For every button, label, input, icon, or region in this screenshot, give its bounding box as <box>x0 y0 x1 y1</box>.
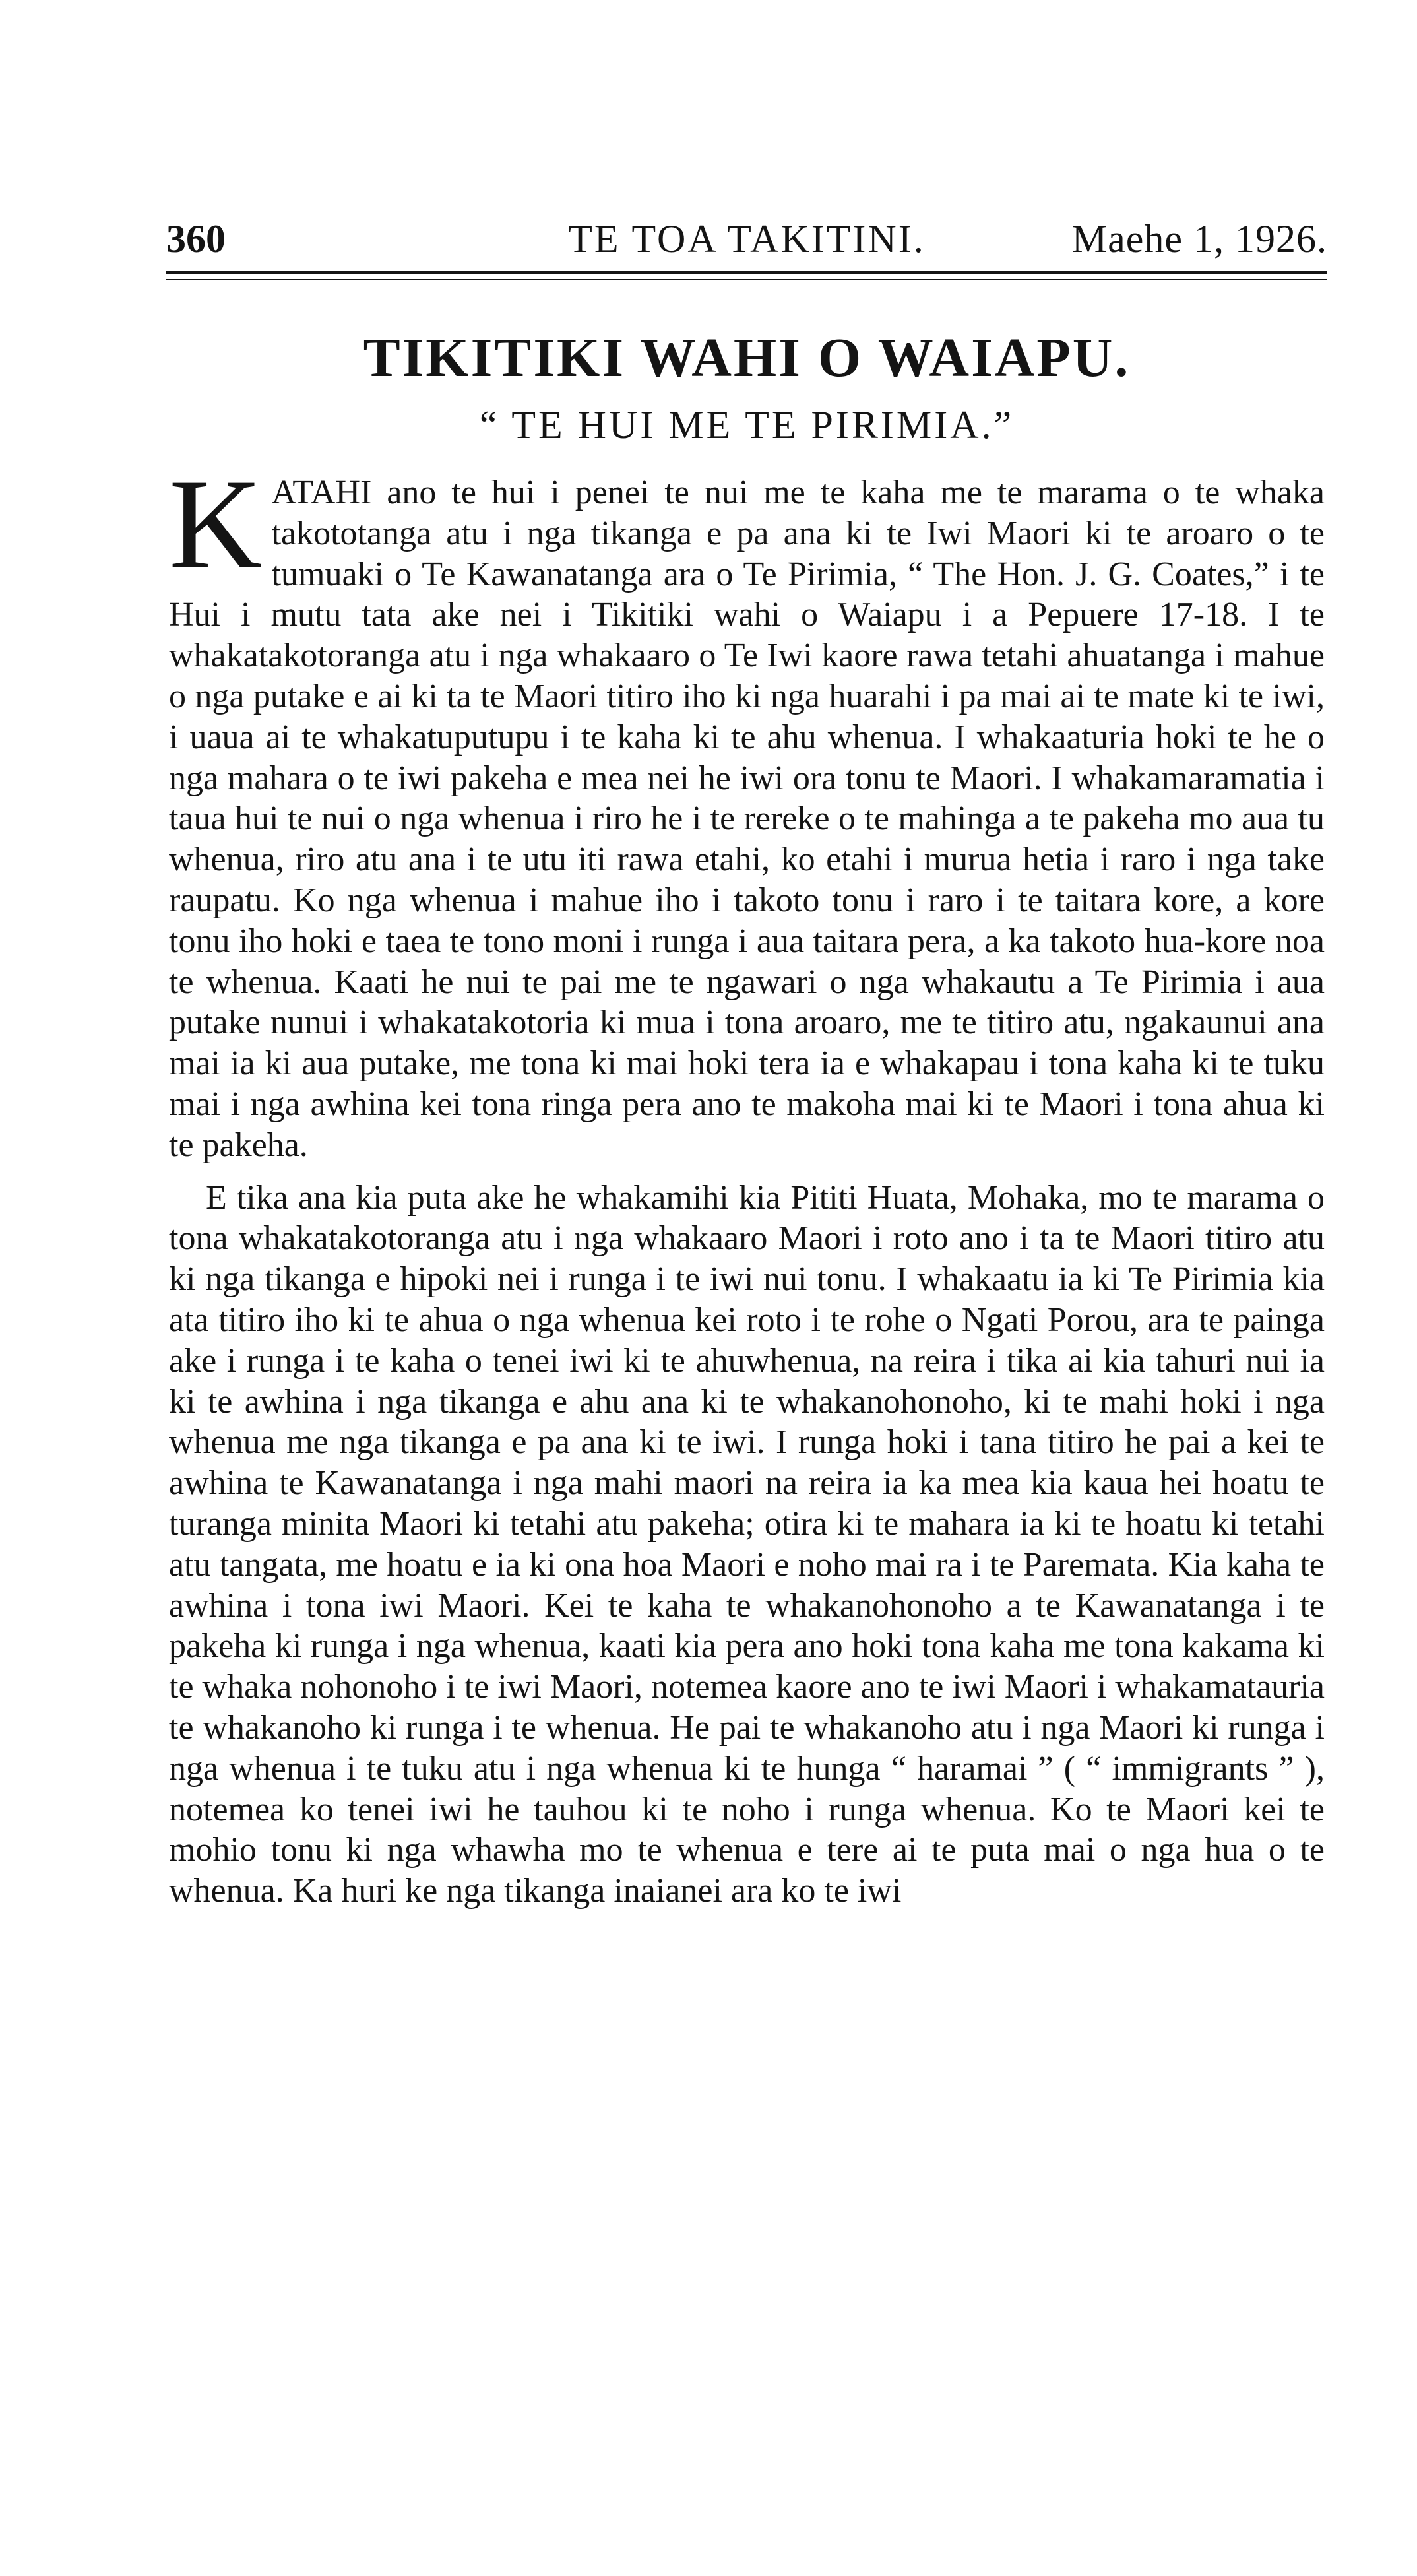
header-rule-thick <box>166 271 1327 274</box>
article-body <box>169 453 1325 1912</box>
paragraph: E tika ana kia puta ake he whakamihi kia Pititi Huata, Mohaka, mo te marama o tona whakatakotoranga atu i nga whakaaro Maori i roto ano i ta te Maori titiro atu ki nga tikanga e hipoki nei i runga i te iwi nui tonu. I whakaatu ia ki Te Pirimia kia ata titiro iho ki te ahua o nga whenua kei roto i te rohe o Ngati Porou, ara te painga ake i runga i te kaha o tenei iwi ki te ahuwhenua, na reira i tika ai kia tahuri nui ia ki te awhina i nga tikanga e ahu ana ki te whakanohonoho, ki te mahi hoki i nga whenua me nga tikanga e pa ana ki te iwi. I runga hoki i tana titiro he pai a kei te awhina te Kawanatanga i nga mahi maori na reira ia ka mea kia kaua hei hoatu te turanga minita Maori ki tetahi atu pakeha; otira ki te mahara ia ki te hoatu ki tetahi atu tangata, me hoatu e ia ki ona hoa Maori e noho mai ra i te Paremata. Kia kaha te awhina i tona iwi Maori. Kei te kaha te whakanohonoho a te Kawanatanga i te pakeha ki runga i nga whenua, kaati kia pera ano hoki tona kaha me tona kakama ki te whaka nohonoho i te iwi Maori, notemea kaore ano te iwi Maori i whakamatauria te whakanoho ki runga i te whenua. He pai te whakanoho atu i nga Maori ki runga i nga whenua i te tuku atu i nga whenua ki te hunga “ haramai ” ( “ immigrants ” ), notemea ko tenei iwi he tauhou ki te noho i runga whenua. Ko te Maori kei te mohio tonu ki nga whawha mo te whenua e tere ai te puta mai o nga hua o te whenua. Ka huri ke nga tikanga inaianei ara ko te iwi <box>169 1178 1325 1910</box>
issue-date: Maehe 1, 1926. <box>1071 217 1327 261</box>
header-rule-thin <box>166 279 1327 280</box>
article-subtitle: “ TE HUI ME TE PIRIMIA.” <box>479 403 1015 447</box>
journal-title: TE TOA TAKITINI. <box>568 217 926 261</box>
running-header <box>166 212 1327 265</box>
article-title: TIKITIKI WAHI O WAIAPU. <box>363 327 1131 389</box>
paragraph: KATAHI ano te hui i penei te nui me te kaha me te marama o te whaka takototanga atu i nga tikanga e pa ana ki te Iwi Maori ki te aroaro o te tumuaki o Te Kawanatanga ara o Te Pirimia, “ The Hon. J. G. Coates,” i te Hui i mutu tata ake nei i Tikitiki wahi o Waiapu i a Pepuere 17-18. I te whakatakotoranga atu i nga whakaaro o Te Iwi kaore rawa tetahi ahuatanga i mahue o nga putake e ai ki ta te Maori titiro iho ki nga huarahi i pa mai ai te mate ki te iwi, i uaua ai te whakatuputupu i te kaha ki te ahu whenua. I whakaaturia hoki te he o nga mahara o te iwi pakeha e mea nei he iwi ora tonu te Maori. I whakamaramatia i taua hui te nui o nga whenua i riro he i te rereke o te mahinga a te pakeha mo aua tu whenua, riro atu ana i te utu iti rawa etahi, ko etahi i murua hetia i raro i nga take raupatu. Ko nga whenua i mahue iho i takoto tonu i raro i te taitara kore, a kore tonu iho hoki e taea te tono moni i runga i aua taitara pera, a ka takoto hua-kore noa te whenua. Kaati he nui te pai me te ngawari o nga whakautu a Te Pirimia i aua putake nunui i whakatakotoria ki mua i tona aroaro, me te titiro atu, ngakaunui ana mai ia ki aua putake, me tona ki mai hoki tera ia e whakapau i tona kaha ki te tuku mai i nga awhina kei tona ringa pera ano te makoha mai ki te Maori i tona ahua ki te pakeha. <box>169 453 1325 1164</box>
page-number: 360 <box>166 217 226 261</box>
